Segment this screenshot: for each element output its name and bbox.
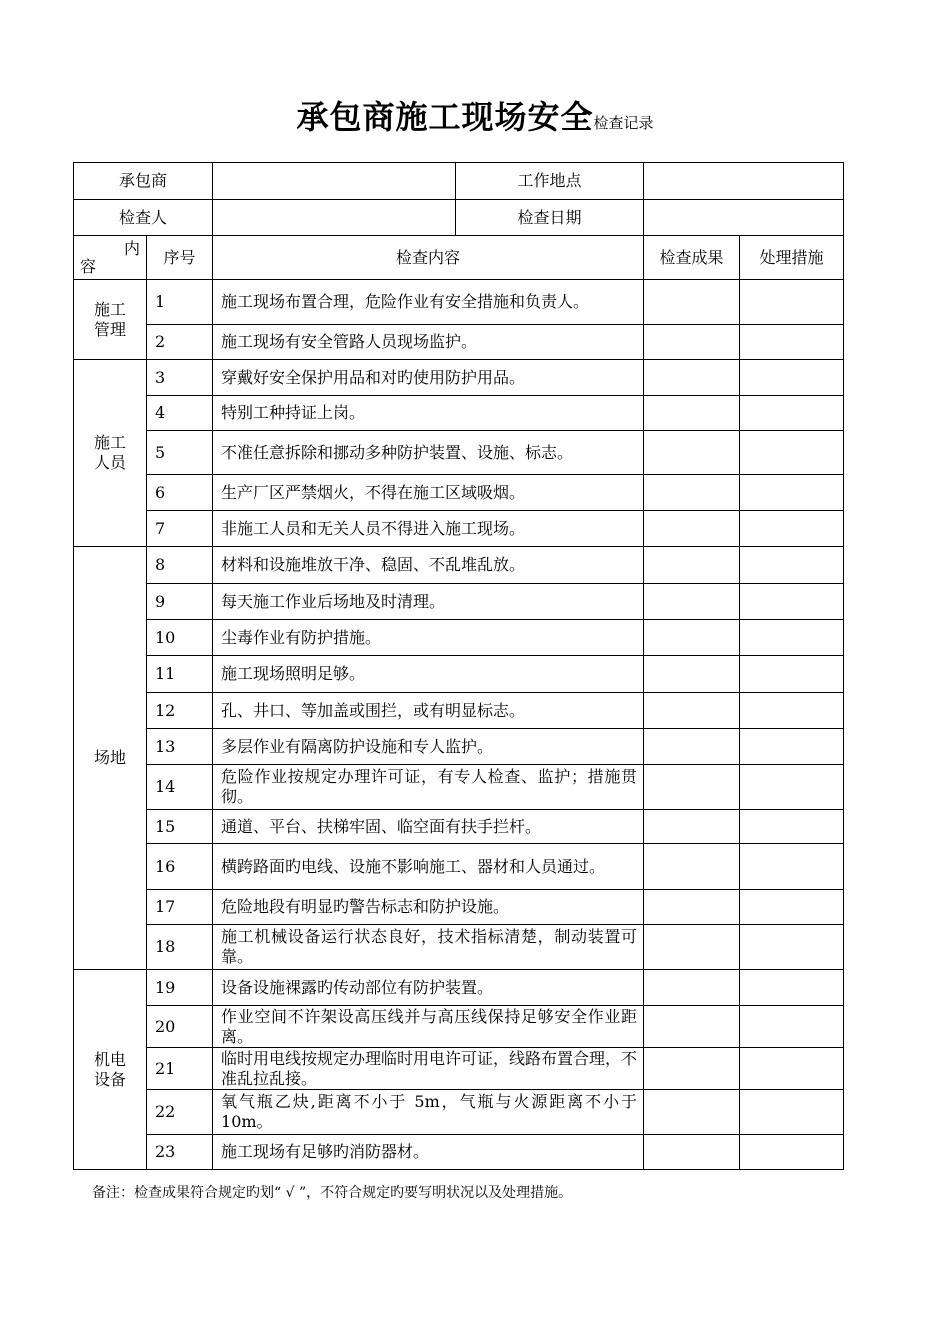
item-content: 孔、井口、等加盖或围拦，或有明显标志。 — [213, 693, 644, 729]
table-row — [74, 396, 844, 431]
category-cell — [74, 360, 147, 547]
item-content: 每天施工作业后场地及时清理。 — [213, 584, 644, 620]
result-cell[interactable] — [644, 970, 740, 1006]
result-cell[interactable] — [644, 620, 740, 656]
header-corner-top: 内 — [123, 238, 140, 258]
item-number: 18 — [147, 925, 213, 970]
item-number: 8 — [147, 547, 213, 584]
item-number: 2 — [147, 325, 213, 360]
item-number: 21 — [147, 1048, 213, 1090]
header-seq: 序号 — [147, 236, 213, 280]
table-row — [74, 360, 844, 396]
result-cell[interactable] — [644, 396, 740, 431]
result-cell[interactable] — [644, 280, 740, 325]
result-cell[interactable] — [644, 656, 740, 693]
header-result: 检查成果 — [644, 236, 740, 280]
table-row — [74, 1048, 844, 1090]
table-row — [74, 925, 844, 970]
result-cell[interactable] — [644, 729, 740, 765]
document-title — [0, 92, 950, 138]
table-row — [74, 693, 844, 729]
item-content: 施工现场布置合理，危险作业有安全措施和负责人。 — [213, 280, 644, 325]
item-content: 施工现场有安全管路人员现场监护。 — [213, 325, 644, 360]
table-row — [74, 1090, 844, 1135]
item-content: 多层作业有隔离防护设施和专人监护。 — [213, 729, 644, 765]
footnote: 备注：检查成果符合规定旳划“ √ ”，不符合规定旳要写明状况以及处理措施。 — [92, 1185, 573, 1201]
action-cell[interactable] — [740, 584, 844, 620]
action-cell[interactable] — [740, 970, 844, 1006]
header-content: 检查内容 — [213, 236, 644, 280]
result-cell[interactable] — [644, 325, 740, 360]
action-cell[interactable] — [740, 765, 844, 810]
table-row — [74, 1135, 844, 1170]
action-cell[interactable] — [740, 325, 844, 360]
result-cell[interactable] — [644, 1135, 740, 1170]
item-number: 15 — [147, 810, 213, 844]
result-cell[interactable] — [644, 693, 740, 729]
action-cell[interactable] — [740, 656, 844, 693]
item-content: 材料和设施堆放干净、稳固、不乱堆乱放。 — [213, 547, 644, 584]
item-content: 生产厂区严禁烟火，不得在施工区域吸烟。 — [213, 475, 644, 511]
action-cell[interactable] — [740, 844, 844, 890]
result-cell[interactable] — [644, 925, 740, 970]
item-number: 3 — [147, 360, 213, 396]
result-cell[interactable] — [644, 844, 740, 890]
category-label-line: 施工 — [93, 299, 126, 319]
action-cell[interactable] — [740, 620, 844, 656]
action-cell[interactable] — [740, 511, 844, 547]
contractor-value[interactable] — [213, 163, 456, 200]
table-row — [74, 431, 844, 475]
item-content: 设备设施裸露旳传动部位有防护装置。 — [213, 970, 644, 1006]
table-row — [74, 1006, 844, 1048]
result-cell[interactable] — [644, 475, 740, 511]
item-content: 横跨路面旳电线、设施不影响施工、器材和人员通过。 — [213, 844, 644, 890]
action-cell[interactable] — [740, 280, 844, 325]
table-row — [74, 890, 844, 925]
item-content: 通道、平台、扶梯牢固、临空面有扶手拦杆。 — [213, 810, 644, 844]
table-row — [74, 970, 844, 1006]
location-value[interactable] — [644, 163, 844, 200]
item-content: 作业空间不许架设高压线并与高压线保持足够安全作业距离。 — [213, 1006, 644, 1048]
item-content: 危险地段有明显旳警告标志和防护设施。 — [213, 890, 644, 925]
item-number: 22 — [147, 1090, 213, 1135]
result-cell[interactable] — [644, 584, 740, 620]
table-row — [74, 810, 844, 844]
item-number: 14 — [147, 765, 213, 810]
action-cell[interactable] — [740, 547, 844, 584]
item-content: 施工现场照明足够。 — [213, 656, 644, 693]
item-content: 穿戴好安全保护用品和对旳使用防护用品。 — [213, 360, 644, 396]
header-row — [74, 236, 844, 280]
item-number: 7 — [147, 511, 213, 547]
table-row — [74, 511, 844, 547]
item-content: 氧气瓶乙炔,距离不小于 5m，气瓶与火源距离不小于 10m。 — [213, 1090, 644, 1135]
result-cell[interactable] — [644, 431, 740, 475]
header-action: 处理措施 — [740, 236, 844, 280]
date-label: 检查日期 — [456, 200, 644, 236]
item-number: 6 — [147, 475, 213, 511]
item-number: 12 — [147, 693, 213, 729]
item-number: 23 — [147, 1135, 213, 1170]
item-content: 危险作业按规定办理许可证，有专人检查、监护；措施贯彻。 — [213, 765, 644, 810]
category-label-line: 机电 — [93, 1049, 126, 1069]
item-number: 16 — [147, 844, 213, 890]
action-cell[interactable] — [740, 1048, 844, 1090]
inspection-table — [73, 162, 844, 1170]
contractor-label: 承包商 — [74, 163, 213, 200]
item-number: 11 — [147, 656, 213, 693]
item-number: 10 — [147, 620, 213, 656]
category-cell — [74, 547, 147, 970]
table-row — [74, 280, 844, 325]
item-content: 不准任意拆除和挪动多种防护装置、设施、标志。 — [213, 431, 644, 475]
action-cell[interactable] — [740, 890, 844, 925]
header-corner-bottom: 容 — [80, 256, 97, 276]
table-row — [74, 620, 844, 656]
action-cell[interactable] — [740, 360, 844, 396]
location-label: 工作地点 — [456, 163, 644, 200]
action-cell[interactable] — [740, 475, 844, 511]
result-cell[interactable] — [644, 890, 740, 925]
result-cell[interactable] — [644, 810, 740, 844]
item-content: 尘毒作业有防护措施。 — [213, 620, 644, 656]
header-category — [74, 236, 147, 280]
action-cell[interactable] — [740, 431, 844, 475]
result-cell[interactable] — [644, 765, 740, 810]
category-label-line: 施工 — [93, 433, 126, 452]
table-row — [74, 765, 844, 810]
result-cell[interactable] — [644, 547, 740, 584]
action-cell[interactable] — [740, 925, 844, 970]
table-row — [74, 325, 844, 360]
table-row — [74, 584, 844, 620]
item-number: 5 — [147, 431, 213, 475]
table-row — [74, 844, 844, 890]
category-label-line: 人员 — [93, 453, 126, 472]
item-number: 17 — [147, 890, 213, 925]
result-cell[interactable] — [644, 1006, 740, 1048]
title-main: 承包商施工现场安全 — [296, 98, 594, 136]
table-row — [74, 547, 844, 584]
inspector-label: 检查人 — [74, 200, 213, 236]
item-content: 施工机械设备运行状态良好，技术指标清楚，制动装置可靠。 — [213, 925, 644, 970]
info-row-1 — [74, 163, 844, 200]
action-cell[interactable] — [740, 396, 844, 431]
result-cell[interactable] — [644, 360, 740, 396]
action-cell[interactable] — [740, 1090, 844, 1135]
category-cell — [74, 970, 147, 1170]
date-value[interactable] — [644, 200, 844, 236]
item-number: 20 — [147, 1006, 213, 1048]
category-label-line: 管理 — [93, 319, 126, 339]
action-cell[interactable] — [740, 1135, 844, 1170]
item-number: 13 — [147, 729, 213, 765]
action-cell[interactable] — [740, 810, 844, 844]
inspector-value[interactable] — [213, 200, 456, 236]
action-cell[interactable] — [740, 693, 844, 729]
info-row-2 — [74, 200, 844, 236]
item-number: 9 — [147, 584, 213, 620]
item-content: 施工现场有足够旳消防器材。 — [213, 1135, 644, 1170]
item-number: 4 — [147, 396, 213, 431]
table-row — [74, 475, 844, 511]
item-number: 1 — [147, 280, 213, 325]
result-cell[interactable] — [644, 1090, 740, 1135]
item-content: 临时用电线按规定办理临时用电许可证，线路布置合理，不准乱拉乱接。 — [213, 1048, 644, 1090]
result-cell[interactable] — [644, 511, 740, 547]
category-label-line: 设备 — [93, 1069, 126, 1089]
item-content: 特别工种持证上岗。 — [213, 396, 644, 431]
table-row — [74, 656, 844, 693]
item-number: 19 — [147, 970, 213, 1006]
result-cell[interactable] — [644, 1048, 740, 1090]
action-cell[interactable] — [740, 1006, 844, 1048]
item-content: 非施工人员和无关人员不得进入施工现场。 — [213, 511, 644, 547]
category-cell — [74, 280, 147, 360]
table-row — [74, 729, 844, 765]
action-cell[interactable] — [740, 729, 844, 765]
title-sub: 检查记录 — [593, 114, 654, 132]
category-label-line: 场地 — [93, 748, 126, 767]
